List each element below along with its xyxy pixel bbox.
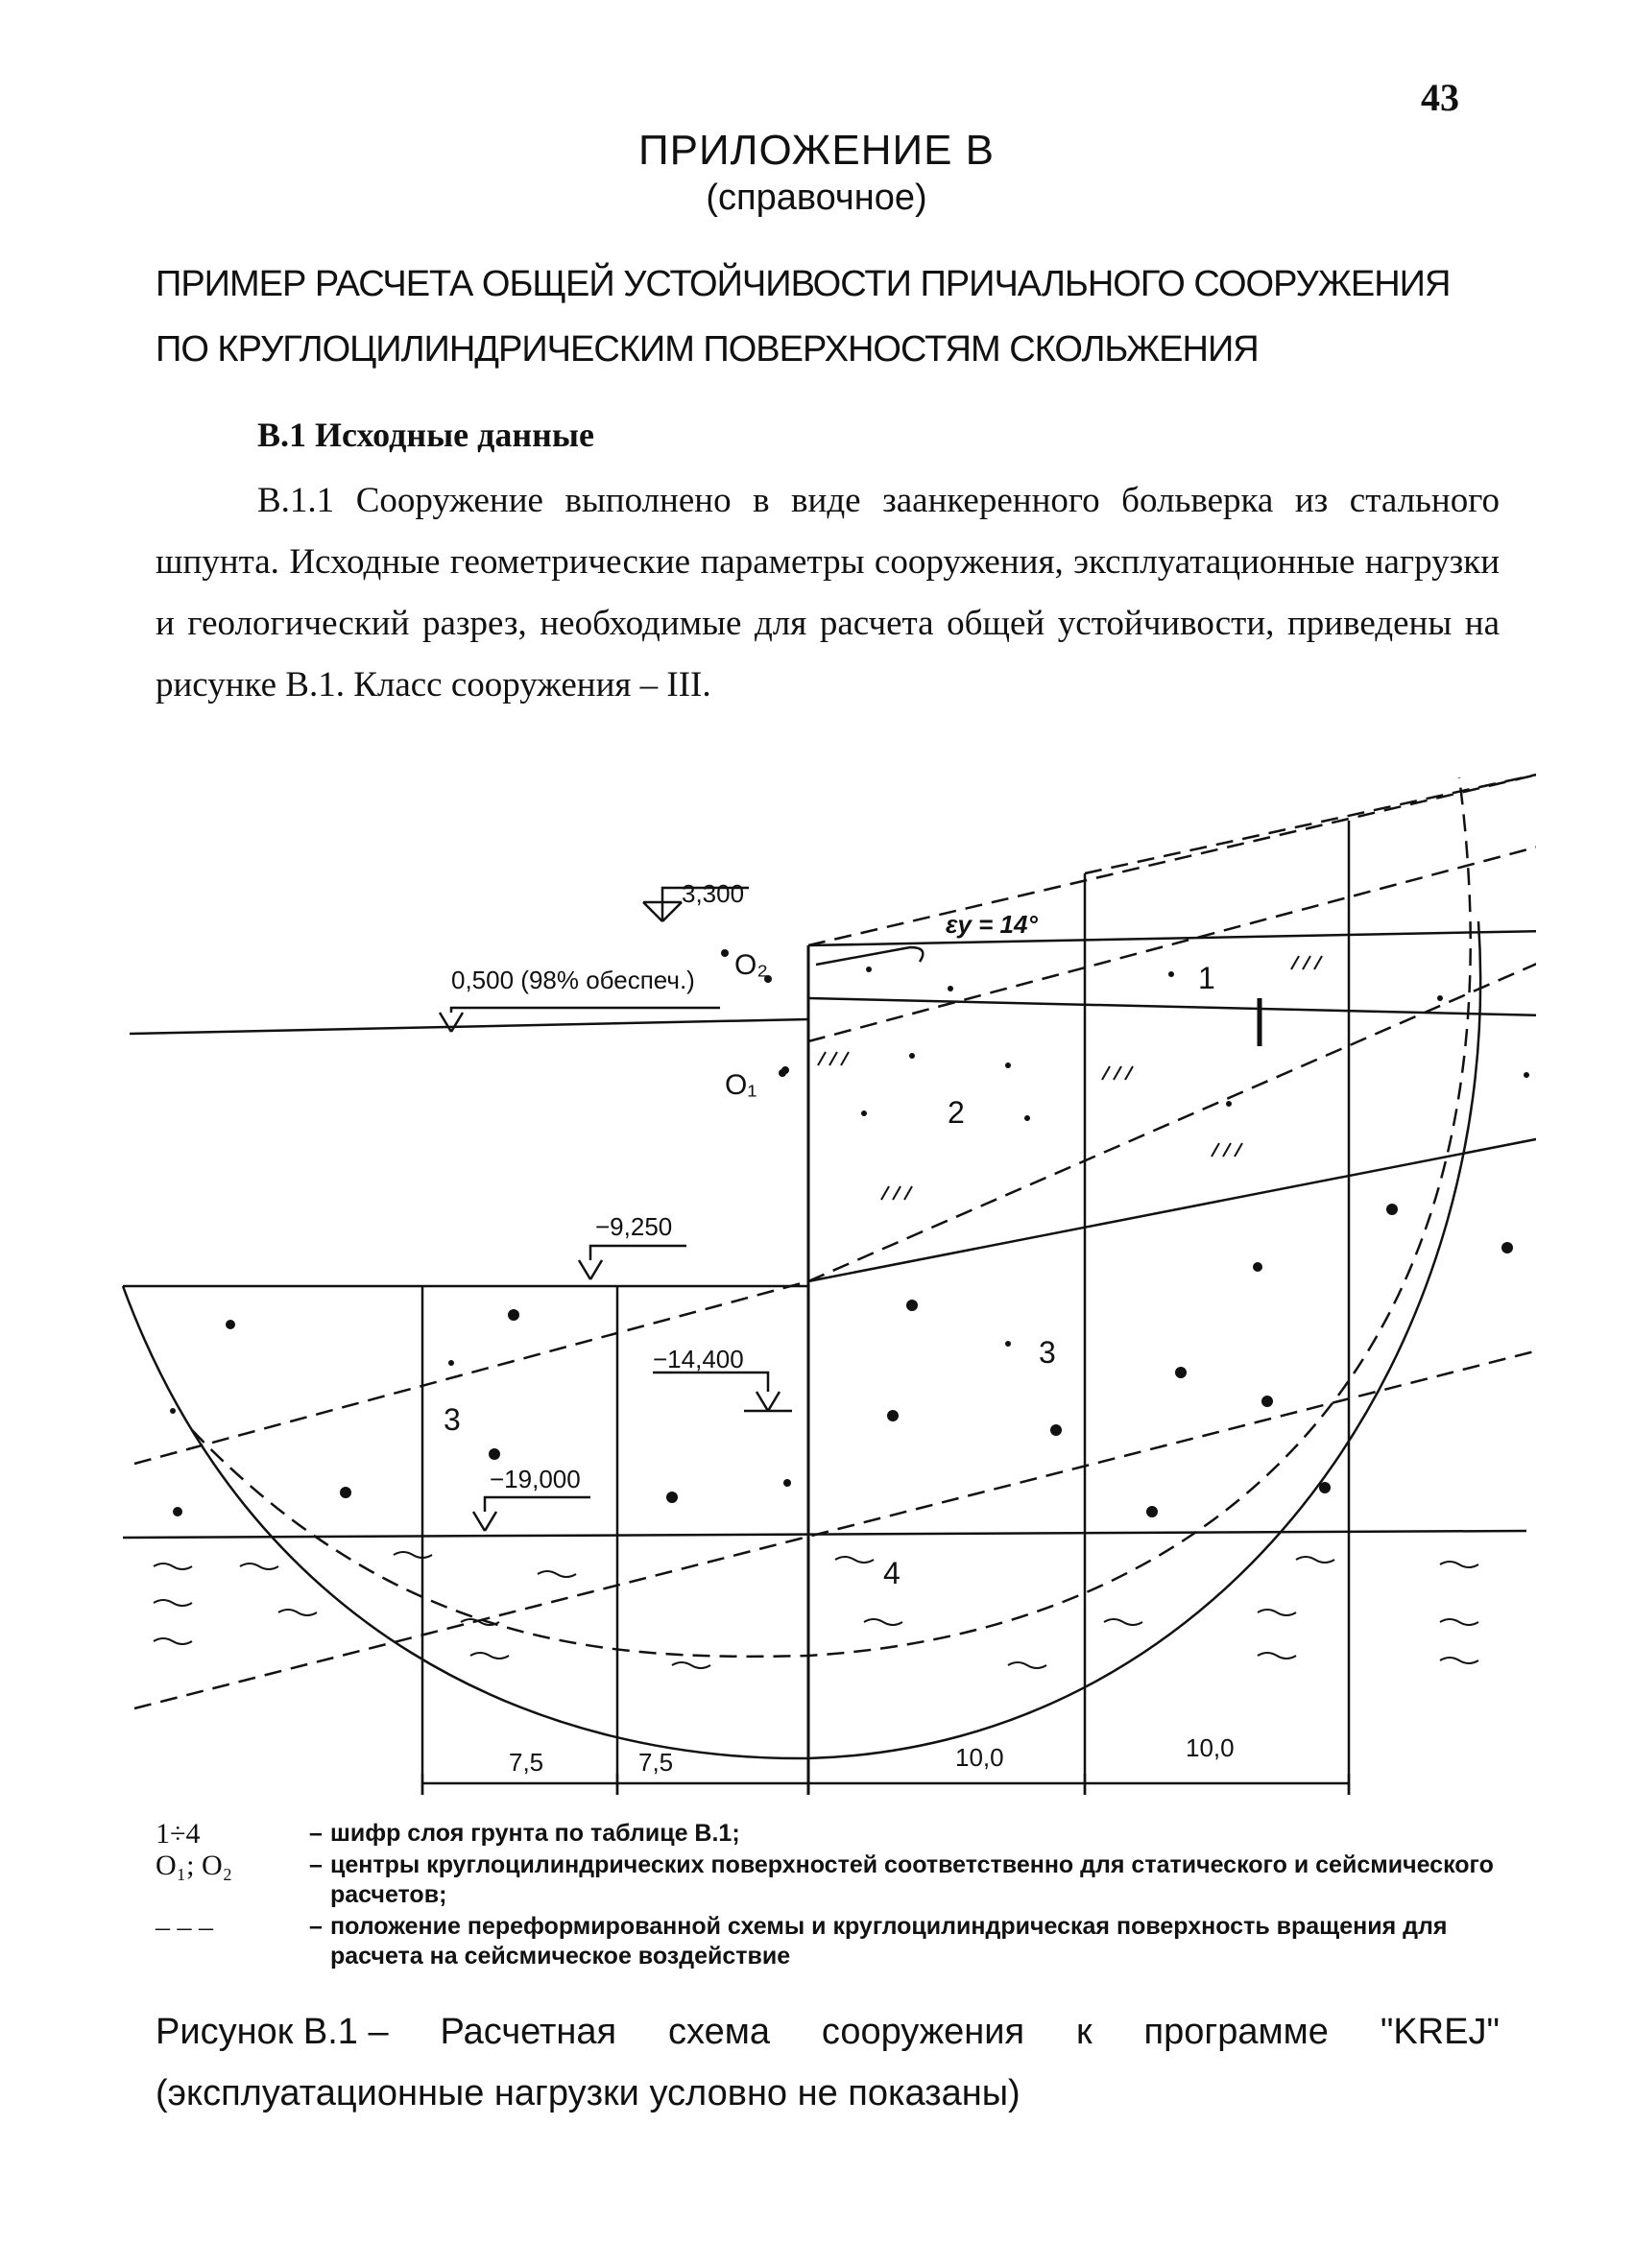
- elevation-0500: 0,500 (98% обеспеч.): [451, 966, 695, 994]
- legend-key: – – –: [156, 1911, 213, 1943]
- legend-item: 1÷4 – шифр слоя грунта по таблице В.1;: [156, 1819, 1519, 1849]
- seismic-layer2-dashed: [808, 960, 1536, 1281]
- elevation-3300: 3,300: [682, 879, 745, 908]
- legend-key: 1÷4: [156, 1818, 201, 1850]
- elevation-minus-9250: −9,250: [595, 1212, 673, 1241]
- figure-legend: [156, 1819, 1519, 1973]
- water-level-line: [130, 1019, 808, 1034]
- legend-key: O₁; O₂: [156, 1850, 233, 1881]
- slip-circle-arc: [123, 921, 1480, 1758]
- legend-item: – – – – положение переформированной схемы и круглоцилиндрическая поверхность вращения для расчета на сейсмическое воздействие: [156, 1912, 1519, 1971]
- appendix-title: ПРИЛОЖЕНИЕ В: [637, 127, 996, 174]
- center-o2-label: O₂: [734, 949, 768, 981]
- body-paragraph: В.1.1 Сооружение выполнено в виде заанкеренного больверка из стального шпунта. Исходные геометрические параметры сооружения, эксплуатационные нагрузки и геологический разрез, необходимые для расчета общей устойчивости, приведены на рисунке В.1. Класс сооружения – III.: [156, 481, 1500, 704]
- dimension-label-2: 7,5: [638, 1748, 674, 1777]
- elevation-minus-19000: −19,000: [490, 1465, 581, 1493]
- center-o1-point: [781, 1066, 789, 1074]
- center-o2-point: [721, 949, 729, 957]
- dimension-label-4: 10,0: [1186, 1733, 1235, 1762]
- legend-description: шифр слоя грунта по таблице В.1;: [330, 1820, 740, 1847]
- center-o1-label: O₁: [725, 1069, 757, 1101]
- appendix-subtitle: (справочное): [706, 178, 927, 218]
- layer-2-label: 2: [948, 1095, 965, 1130]
- seismic-angle-label: εy = 14°: [946, 910, 1038, 939]
- main-title-line-1: ПРИМЕР РАСЧЕТА ОБЩЕЙ УСТОЙЧИВОСТИ ПРИЧАЛЬНОГО СООРУЖЕНИЯ: [156, 264, 1451, 304]
- layer-2-bottom-line: [808, 1137, 1536, 1281]
- layer-3-label-left: 3: [444, 1402, 461, 1437]
- elevation-minus-14400: −14,400: [653, 1345, 744, 1373]
- seismic-slip-arc: [192, 777, 1471, 1657]
- page-number: 43: [1421, 76, 1459, 119]
- design-scheme-figure: [115, 758, 1536, 1814]
- layer-3-label-right: 3: [1039, 1335, 1056, 1370]
- section-heading: В.1 Исходные данные: [257, 416, 594, 454]
- dimension-label-1: 7,5: [509, 1748, 544, 1777]
- main-title: [156, 251, 1500, 382]
- figure-caption: [156, 2001, 1500, 2124]
- dimension-label-3: 10,0: [955, 1743, 1004, 1772]
- legend-item: O₁; O₂ – центры круглоцилиндрических поверхностей соответственно для статического и сейсмического расчетов;: [156, 1850, 1519, 1910]
- caption-line-1: Рисунок В.1 – Расчетная схема сооружения к программе "KREJ": [156, 2012, 1500, 2052]
- legend-description: центры круглоцилиндрических поверхностей соответственно для статического и сейсмического расчетов;: [330, 1851, 1494, 1908]
- caption-line-2: (эксплуатационные нагрузки условно не показаны): [156, 2073, 1021, 2113]
- layer-1-label: 1: [1198, 961, 1215, 995]
- legend-description: положение переформированной схемы и круглоцилиндрическая поверхность вращения для расчета на сейсмическое воздействие: [330, 1913, 1448, 1970]
- layer-4-label: 4: [883, 1556, 901, 1590]
- main-title-line-2: ПО КРУГЛОЦИЛИНДРИЧЕСКИМ ПОВЕРХНОСТЯМ СКОЛЬЖЕНИЯ: [156, 329, 1259, 370]
